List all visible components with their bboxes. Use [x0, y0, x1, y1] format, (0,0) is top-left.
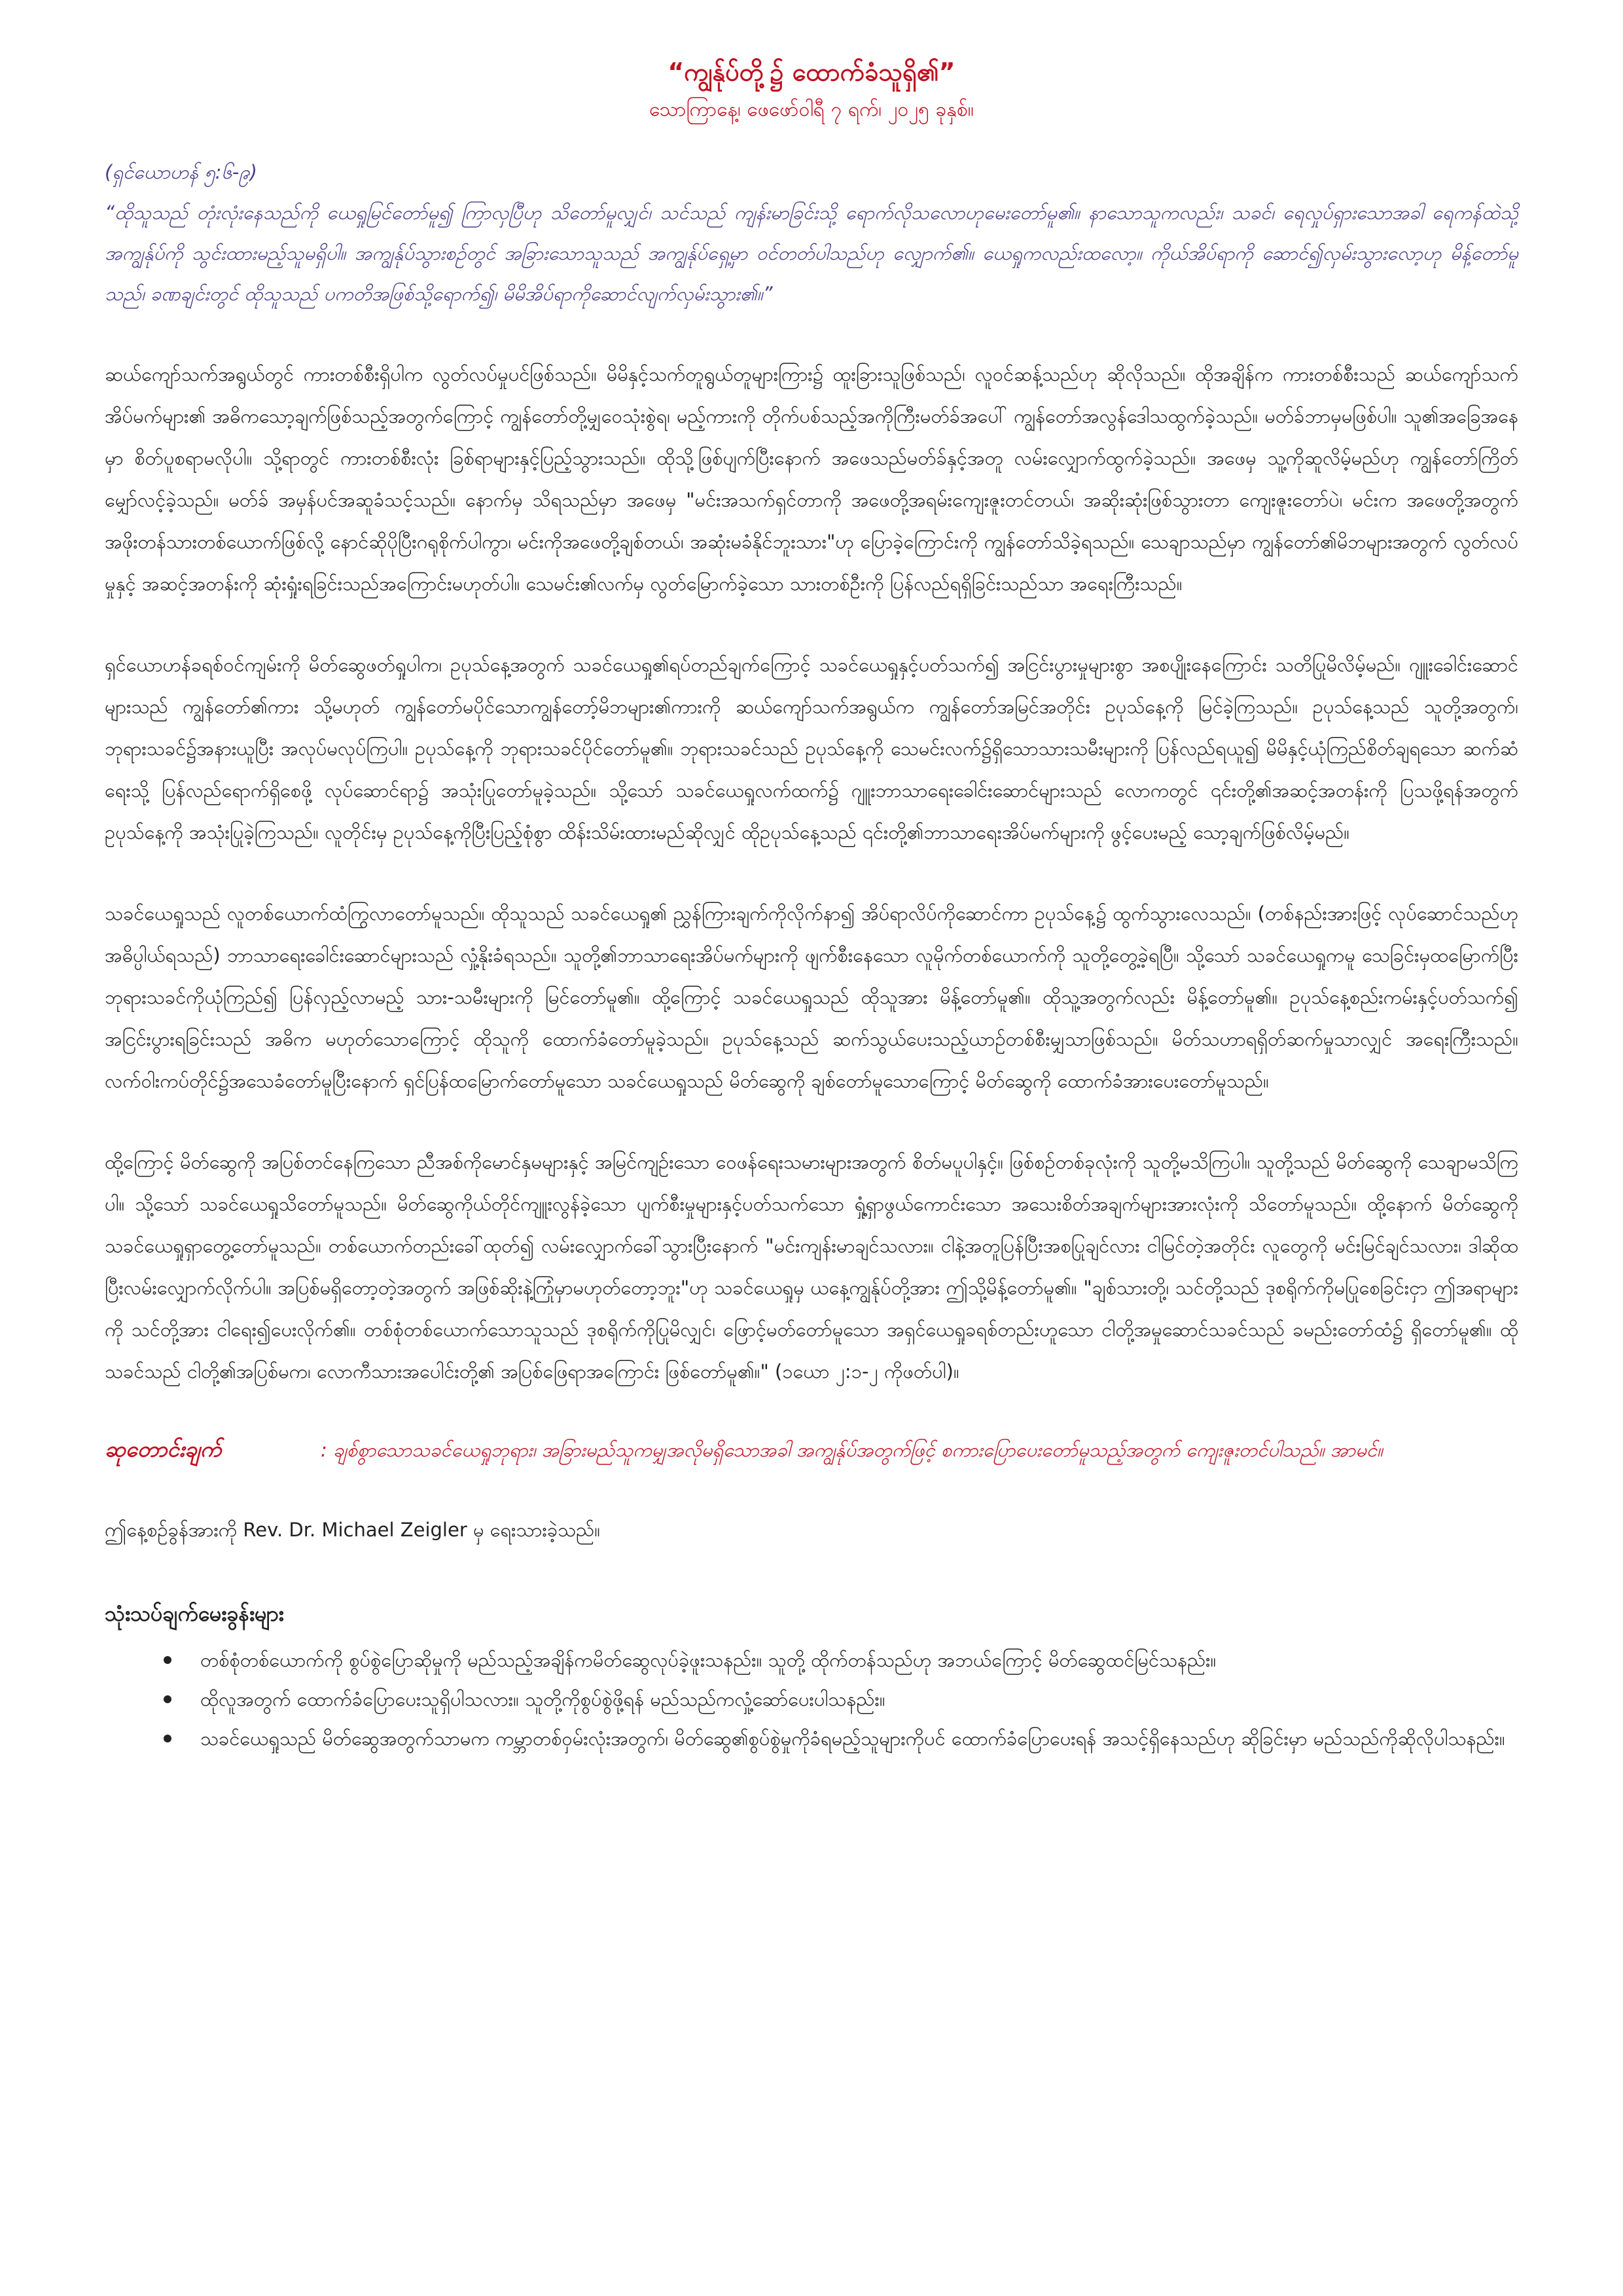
date-line: သောကြာနေ့၊ ဖေဖော်ဝါရီ ၇ ရက်၊ ၂၀၂၅ ခုနှစ်။	[649, 98, 974, 121]
question-text: သခင်ယေရှုသည် မိတ်ဆွေအတွက်သာမက ကမ္ဘာတစ်ဝှမ်းလုံးအတွက်၊ မိတ်ဆွေ၏စွပ်စွဲမှုကိုခံရမည့်သူများကိုပင် ထောက်ခံပြောပေးရန် အသင့်ရှိနေသည်ဟု ဆိုခြင်းမှာ မည်သည်ကိုဆိုလိုပါသနည်း။	[200, 1727, 1505, 1750]
list-item	[164, 1640, 1518, 1680]
bullet-icon	[164, 1695, 171, 1703]
question-text: ထိုလူအတွက် ထောက်ခံပြောပေးသူရှိပါသလား။ သူတို့ကိုစွပ်စွဲဖို့ရန် မည်သည်ကလှုံ့ဆော်ပေးပါသနည်း။	[200, 1688, 885, 1710]
list-item	[164, 1719, 1518, 1758]
prayer-block	[105, 1429, 1518, 1470]
questions-heading: သုံးသပ်ချက်မေးခွန်းများ	[105, 1601, 284, 1626]
scripture-block	[105, 152, 1518, 314]
body-paragraph-1: ဆယ်ကျော်သက်အရွယ်တွင် ကားတစ်စီးရှိပါက လွတ်လပ်မှုပင်ဖြစ်သည်။ မိမိနှင့်သက်တူရွယ်တူများကြား၌ ထူးခြားသူဖြစ်သည်၊ လူဝင်ဆန့်သည်ဟု ဆိုလိုသည်။ ထိုအချိန်က ကားတစ်စီးသည် ဆယ်ကျော်သက်အိပ်မက်များ၏ အဓိကသော့ချက်ဖြစ်သည့်အတွက်ကြောင့် ကျွန်တော်တို့မျှဝေသုံးစွဲရ၊ မည့်ကားကို တိုက်ပစ်သည့်အကိုကြီးမတ်ခ်အပေါ် ကျွန်တော်အလွန်ဒေါသထွက်ခဲ့သည်။ မတ်ခ်ဘာမှမဖြစ်ပါ။ သူ၏အခြေအနေမှာ စိတ်ပူစရာမလိုပါ။ သို့ရာတွင် ကားတစ်စီးလုံး ခြစ်ရာများနှင့်ပြည့်သွားသည်။ ထိုသို့ဖြစ်ပျက်ပြီးနောက် အဖေသည်မတ်ခ်နှင့်အတူ လမ်းလျှောက်ထွက်ခဲ့သည်။ အဖေမှ သူ့ကိုဆူလိမ့်မည်ဟု ကျွန်တော်ကြိတ်မျှော်လင့်ခဲ့သည်။ မတ်ခ် အမှန်ပင်အဆူခံသင့်သည်။ နောက်မှ သိရသည်မှာ အဖေမှ "မင်းအသက်ရှင်တာကို အဖေတို့အရမ်းကျေးဇူးတင်တယ်၊ အဆိုးဆုံးဖြစ်သွားတာ ကျေးဇူးတော်ပဲ၊ မင်းက အဖေတို့အတွက် အဖိုးတန်သားတစ်ယောက်ဖြစ်လို့ နောင်ဆိုပိုပြီးဂရုစိုက်ပါကွာ၊ မင်းကိုအဖေတို့ချစ်တယ်၊ အဆုံးမခံနိုင်ဘူးသား"ဟု ပြောခဲ့ကြောင်းကို ကျွန်တော်သိခဲ့ရသည်။ သေချာသည်မှာ ကျွန်တော်၏မိဘများအတွက် လွတ်လပ်မှုနှင့် အဆင့်အတန်းကို ဆုံးရှုံးရခြင်းသည်အကြောင်းမဟုတ်ပါ။ သေမင်း၏လက်မှ လွတ်မြောက်ခဲ့သော သားတစ်ဦးကို ပြန်လည်ရရှိခြင်းသည်သာ အရေးကြီးသည်။	[105, 363, 1518, 595]
body-paragraph-2: ရှင်ယောဟန်ခရစ်ဝင်ကျမ်းကို မိတ်ဆွေဖတ်ရှုပါက၊ ဥပုသ်နေ့အတွက် သခင်ယေရှု၏ရပ်တည်ချက်ကြောင့် သခင်ယေရှုနှင့်ပတ်သက်၍ အငြင်းပွားမှုများစွာ အစပျိုးနေကြောင်း သတိပြုမိလိမ့်မည်။ ဂျူးခေါင်းဆောင်များသည် ကျွန်တော်၏ကား သို့မဟုတ် ကျွန်တော်မပိုင်သောကျွန်တော့်မိဘများ၏ကားကို ဆယ်ကျော်သက်အရွယ်က ကျွန်တော်အမြင်အတိုင်း ဥပုသ်နေ့ကို မြင်ခဲ့ကြသည်။ ဥပုသ်နေ့သည် သူတို့အတွက်၊ ဘုရားသခင်၌အနားယူပြီး အလုပ်မလုပ်ကြပါ။ ဥပုသ်နေ့ကို ဘုရားသခင်ပိုင်တော်မူ၏။ ဘုရားသခင်သည် ဥပုသ်နေ့ကို သေမင်းလက်၌ရှိသောသားသမီးများကို ပြန်လည်ရယူ၍ မိမိနှင့်ယုံကြည်စိတ်ချရသော ဆက်ဆံရေးသို့ ပြန်လည်ရောက်ရှိစေဖို့ လုပ်ဆောင်ရာ၌ အသုံးပြုတော်မူခဲ့သည်။ သို့သော် သခင်ယေရှုလက်ထက်၌ ဂျူးဘာသာရေးခေါင်းဆောင်များသည် လောကတွင် ၎င်းတို့၏အဆင့်အတန်းကို ပြသဖို့ရန်အတွက် ဥပုသ်နေ့ကို အသုံးပြုခဲ့ကြသည်။ လူတိုင်းမှ ဥပုသ်နေ့ကိုပြီးပြည့်စုံစွာ ထိန်းသိမ်းထားမည်ဆိုလျှင် ထိုဥပုသ်နေ့သည် ၎င်းတို့၏ဘာသာရေးအိပ်မက်များကို ဖွင့်ပေးမည့် သော့ချက်ဖြစ်လိမ့်မည်။	[105, 654, 1518, 843]
scripture-reference: (ရှင်ယောဟန် ၅:၆-၉)	[105, 161, 257, 183]
body-paragraph-4: ထို့ကြောင့် မိတ်ဆွေကို အပြစ်တင်နေကြသော ညီအစ်ကိုမောင်နှမများနှင့် အမြင်ကျဉ်းသော ဝေဖန်ရေးသမားများအတွက် စိတ်မပူပါနှင့်။ ဖြစ်စဉ်တစ်ခုလုံးကို သူတို့မသိကြပါ။ သူတို့သည် မိတ်ဆွေကို သေချာမသိကြပါ။ သို့သော် သခင်ယေရှုသိတော်မူသည်။ မိတ်ဆွေကိုယ်တိုင်ကျူးလွန်ခဲ့သော ပျက်စီးမှုများနှင့်ပတ်သက်သော ရှုံ့ရှာဖွယ်ကောင်းသော အသေးစိတ်အချက်များအားလုံးကို သိတော်မူသည်။ ထို့နောက် မိတ်ဆွေကို သခင်ယေရှုရှာတွေ့တော်မူသည်။ တစ်ယောက်တည်းခေါ်ထုတ်၍ လမ်းလျှောက်ခေါ်သွားပြီးနောက် "မင်းကျန်းမာချင်သလား။ ငါနဲ့အတူပြန်ပြီးအစပြုချင်လား ငါမြင်တဲ့အတိုင်း လူတွေကို မင်းမြင်ချင်သလား၊ ဒါဆိုထပြီးလမ်းလျှောက်လိုက်ပါ။ အပြစ်မရှိတော့တဲ့အတွက် အဖြစ်ဆိုးနဲ့ကြုံမှာမဟုတ်တော့ဘူး"ဟု သခင်ယေရှုမှ ယနေ့ကျွန်ုပ်တို့အား ဤသို့မိန့်တော်မူ၏။ "ချစ်သားတို့၊ သင်တို့သည် ဒုစရိုက်ကိုမပြုစေခြင်းငှာ ဤအရာများကို သင်တို့အား ငါရေး၍ပေးလိုက်၏။ တစ်စုံတစ်ယောက်သောသူသည် ဒုစရိုက်ကိုပြုမိလျှင်၊ ဖြောင့်မတ်တော်မူသော အရှင်ယေရှုခရစ်တည်းဟူသော ငါတို့အမှုဆောင်သခင်သည် ခမည်းတော်ထံ၌ ရှိတော်မူ၏။ ထိုသခင်သည် ငါတို့၏အပြစ်မက၊ လောကီသားအပေါင်းတို့၏ အပြစ်ဖြေရာအကြောင်း ဖြစ်တော်မူ၏။" (၁ယော ၂:၁-၂ ကိုဖတ်ပါ)။	[105, 1151, 1518, 1383]
page-title: “ကျွန်ုပ်တို့၌ ထောက်ခံသူရှိ၏”	[668, 58, 955, 86]
questions-list	[105, 1640, 1518, 1758]
body-paragraph-3: သခင်ယေရှုသည် လူတစ်ယောက်ထံကြွလာတော်မူသည်။ ထိုသူသည် သခင်ယေရှု၏ ညွှန်ကြားချက်ကိုလိုက်နာ၍ အိပ်ရာလိပ်ကိုဆောင်ကာ ဥပုသ်နေ့၌ ထွက်သွားလေသည်။ (တစ်နည်းအားဖြင့် လုပ်ဆောင်သည်ဟု အဓိပ္ပါယ်ရသည်) ဘာသာရေးခေါင်းဆောင်များသည် လှုံ့နိုးခံရသည်။ သူတို့၏ဘာသာရေးအိပ်မက်များကို ဖျက်စီးနေသော လူမိုက်တစ်ယောက်ကို သူတို့တွေ့ခဲ့ရပြီ။ သို့သော် သခင်ယေရှုကမူ သေခြင်းမှထမြောက်ပြီး ဘုရားသခင်ကိုယုံကြည်၍ ပြန်လှည့်လာမည့် သား-သမီးများကို မြင်တော်မူ၏။ ထို့ကြောင့် သခင်ယေရှုသည် ထိုသူအား မိန့်တော်မူ၏။ ထိုသူ့အတွက်လည်း မိန့်တော်မူ၏။ ဥပုသ်နေ့စည်းကမ်းနှင့်ပတ်သက်၍ အငြင်းပွားရခြင်းသည် အဓိက မဟုတ်သောကြောင့် ထိုသူကို ထောက်ခံတော်မူခဲ့သည်။ ဥပုသ်နေ့သည် ဆက်သွယ်ပေးသည့်ယာဉ်တစ်စီးမျှသာဖြစ်သည်။ မိတ်သဟာရရှိတ်ဆက်မှုသာလျှင် အရေးကြီးသည်။ လက်ဝါးကပ်တိုင်၌အသေခံတော်မူပြီးနောက် ရှင်ပြန်ထမြောက်တော်မူသော သခင်ယေရှုသည် မိတ်ဆွေကို ချစ်တော်မူသောကြောင့် မိတ်ဆွေကို ထောက်ခံအားပေးတော်မူသည်။	[105, 902, 1518, 1092]
bullet-icon	[164, 1656, 171, 1664]
prayer-text: : ချစ်စွာသောသခင်ယေရှုဘုရား၊ အခြားမည်သူကမျှအလိုမရှိသောအခါ အကျွန်ုပ်အတွက်ဖြင့် စကားပြောပေးတော်မူသည့်အတွက် ကျေးဇူးတင်ပါသည်။ အာမင်။	[321, 1439, 1383, 1461]
author-note: ဤနေ့စဉ်ခွန်အားကို Rev. Dr. Michael Zeigler မှ ရေးသားခဲ့သည်။	[105, 1519, 601, 1541]
question-text: တစ်စုံတစ်ယောက်ကို စွပ်စွဲပြောဆိုမှုကို မည်သည့်အချိန်ကမိတ်ဆွေလုပ်ခဲ့ဖူးသနည်း။ သူတို့ ထိုက်တန်သည်ဟု အဘယ်ကြောင့် မိတ်ဆွေထင်မြင်သနည်း။	[200, 1649, 1217, 1671]
scripture-text: “ထိုသူသည် တုံးလုံးနေသည်ကို ယေရှုမြင်တော်မူ၍ ကြာလှပြီဟု သိတော်မူလျှင်၊ သင်သည် ကျန်းမာခြင်းသို့ ရောက်လိုသလောဟုမေးတော်မူ၏။ နာသောသူကလည်း၊ သခင်၊ ရေလှုပ်ရှားသောအခါ ရေကန်ထဲသို့ အကျွန်ုပ်ကို သွင်းထားမည့်သူမရှိပါ။ အကျွန်ုပ်သွားစဉ်တွင် အခြားသောသူသည် အကျွန်ုပ်ရှေ့မှာ ဝင်တတ်ပါသည်ဟု လျှောက်၏။ ယေရှုကလည်းထလော့။ ကိုယ်အိပ်ရာကို ဆောင်၍လှမ်းသွားလော့ဟု မိန့်တော်မူသည်၊ ခဏချင်းတွင် ထိုသူသည် ပကတိအဖြစ်သို့ရောက်၍၊ မိမိအိပ်ရာကိုဆောင်လျက်လှမ်းသွား၏။”	[105, 202, 1518, 305]
list-item	[164, 1680, 1518, 1719]
bullet-icon	[164, 1735, 171, 1742]
prayer-label: ဆုတောင်းချက်	[105, 1436, 222, 1462]
